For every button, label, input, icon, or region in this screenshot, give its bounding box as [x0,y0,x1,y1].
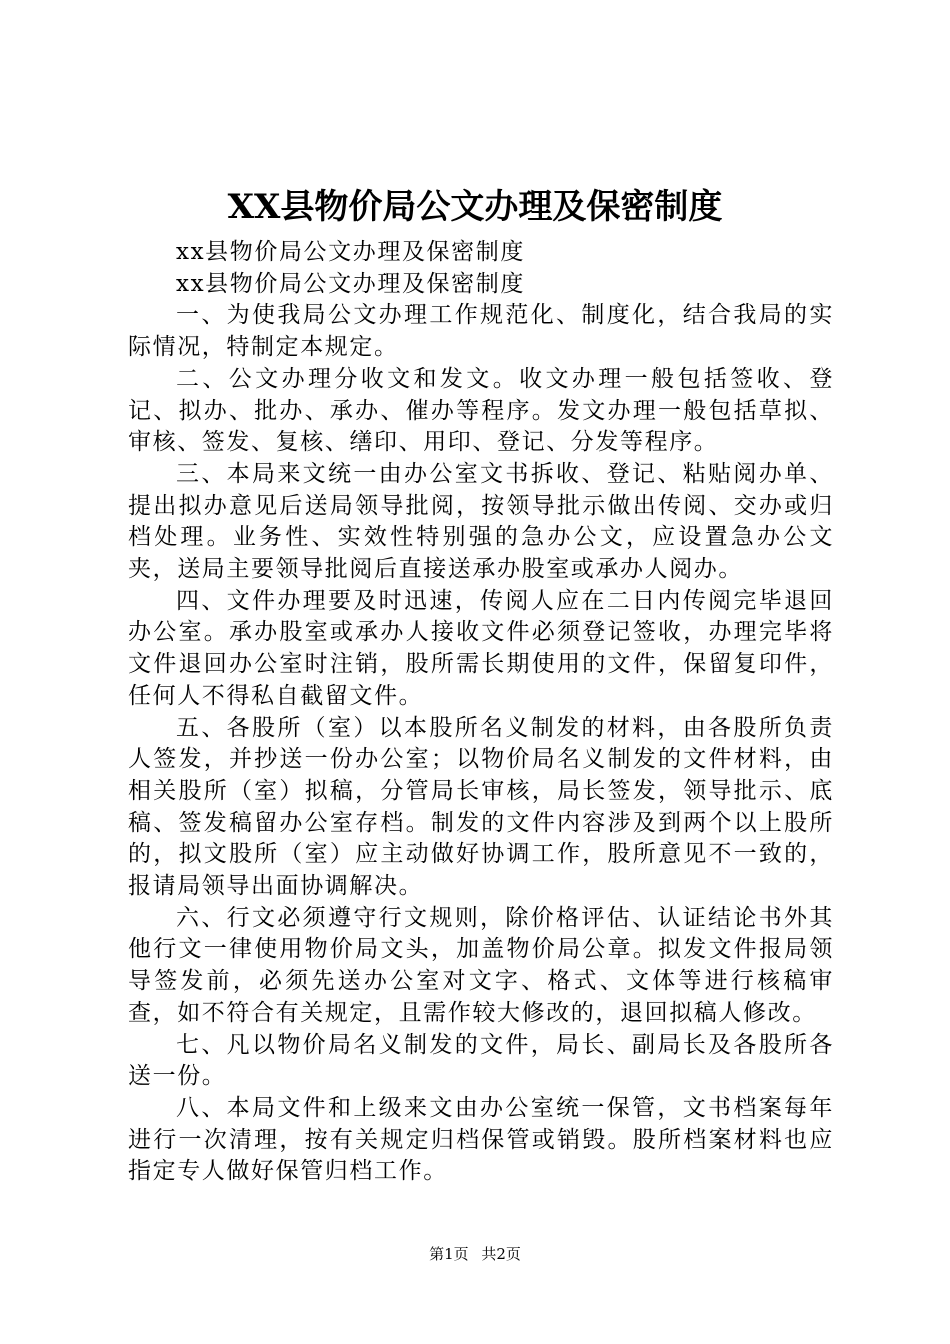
page-total: 共2页 [481,1245,521,1263]
page-footer [0,1244,950,1264]
paragraph-clause-8: 八、本局文件和上级来文由办公室统一保管，文书档案每年进行一次清理，按有关规定归档保管或销毁。股所档案材料也应指定专人做好保管归档工作。 [128,1094,834,1185]
paragraph-subtitle-2: xx县物价局公文办理及保密制度 [176,270,525,297]
paragraph-clause-1: 一、为使我局公文办理工作规范化、制度化，结合我局的实际情况，特制定本规定。 [128,302,834,361]
paragraph-clause-5: 五、各股所（室）以本股所名义制发的材料，由各股所负责人签发，并抄送一份办公室；以物价局名义制发的文件材料，由相关股所（室）拟稿，分管局长审核，局长签发，领导批示、底稿、签发稿留办公室存档。制发的文件内容涉及到两个以上股所的，拟文股所（室）应主动做好协调工作，股所意见不一致的，报请局领导出面协调解决。 [128,714,834,900]
paragraph-clause-6: 六、行文必须遵守行文规则，除价格评估、认证结论书外其他行文一律使用物价局文头，加盖物价局公章。拟发文件报局领导签发前，必须先送办公室对文字、格式、文体等进行核稿审查，如不符合有关规定，且需作较大修改的，退回拟稿人修改。 [128,904,834,1026]
paragraph-subtitle-1: xx县物价局公文办理及保密制度 [176,239,525,265]
document-title: XX县物价局公文办理及保密制度 [227,187,723,227]
document-body [128,237,834,1188]
paragraph-clause-7: 七、凡以物价局名义制发的文件，局长、副局长及各股所各送一份。 [128,1031,834,1090]
page-number: 第1页 [429,1245,469,1263]
paragraph-clause-3: 三、本局来文统一由办公室文书拆收、登记、粘贴阅办单、提出拟办意见后送局领导批阅，按领导批示做出传阅、交办或归档处理。业务性、实效性特别强的急办公文，应设置急办公文夹，送局主要领导批阅后直接送承办股室或承办人阅办。 [128,460,834,583]
paragraph-clause-2: 二、公文办理分收文和发文。收文办理一般包括签收、登记、拟办、批办、承办、催办等程序。发文办理一般包括草拟、审核、签发、复核、缮印、用印、登记、分发等程序。 [128,365,834,456]
paragraph-clause-4: 四、文件办理要及时迅速，传阅人应在二日内传阅完毕退回办公室。承办股室或承办人接收文件必须登记签收，办理完毕将文件退回办公室时注销，股所需长期使用的文件，保留复印件，任何人不得私自截留文件。 [128,587,834,709]
